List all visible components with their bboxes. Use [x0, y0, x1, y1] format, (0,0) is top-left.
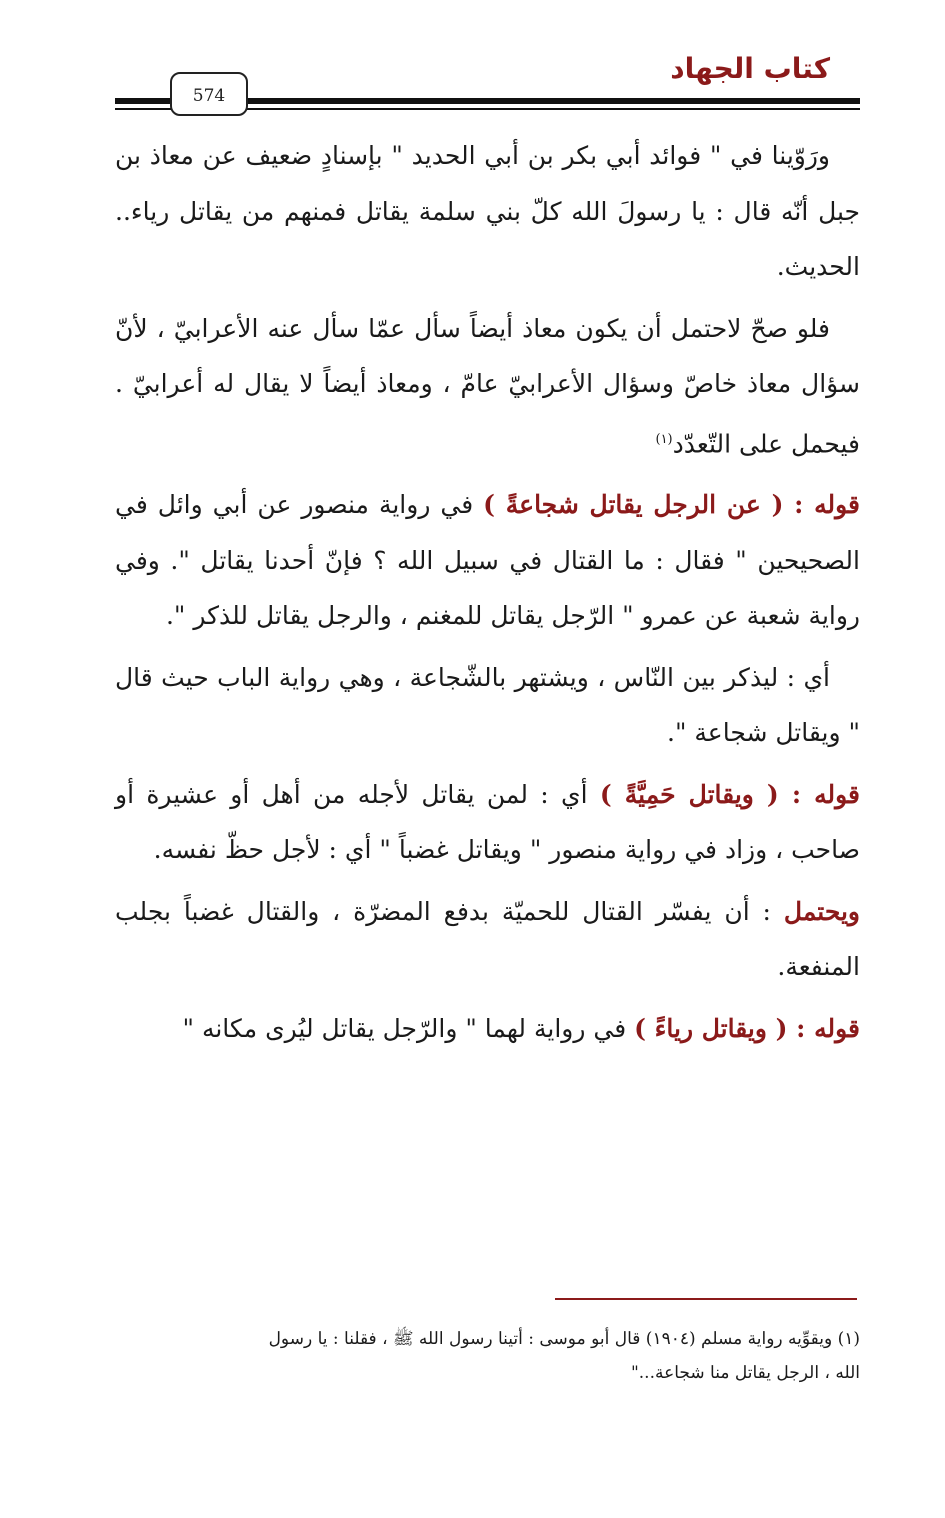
paragraph: [115, 477, 860, 644]
paragraph: [115, 128, 860, 295]
paragraph-text: ورَوّينا في " فوائد أبي بكر بن أبي الحديد " بإسنادٍ ضعيف عن معاذ بن جبل أنّه قال : يا رسولَ الله كلّ بني سلمة يقاتل فمنهم من يقاتل رياء.. الحديث.: [115, 141, 860, 281]
footnote-divider: [555, 1298, 857, 1300]
page-header: [0, 0, 945, 125]
paragraph-text: : أن يفسّر القتال للحميّة بدفع المضرّة ، والقتال غضباً بجلب المنفعة.: [115, 896, 860, 982]
footnote: [115, 1322, 860, 1390]
paragraph-text: في رواية لهما " والرّجل يقاتل ليُرى مكانه ": [182, 1013, 635, 1043]
paragraph: [115, 767, 860, 878]
footnote-line: الله ، الرجل يقاتل منا شجاعة...": [630, 1363, 860, 1383]
paragraph-lead: قوله : ( عن الرجل يقاتل شجاعةً ): [483, 490, 861, 520]
main-text: [115, 128, 860, 1062]
footnote-reference: (١): [655, 431, 673, 447]
paragraph: [115, 884, 860, 995]
paragraph: [115, 650, 860, 761]
footnote-line: (١) ويقوِّيه رواية مسلم (١٩٠٤) قال أبو موسى : أتينا رسول الله ﷺ ، فقلنا : يا رسول: [268, 1329, 860, 1349]
paragraph: [115, 301, 860, 472]
paragraph-text: أي : لمن يقاتل لأجله من أهل أو عشيرة أو صاحب ، وزاد في رواية منصور " ويقاتل غضباً " أي : لأجل حظّ نفسه.: [115, 779, 860, 865]
page-number-badge: 574: [170, 72, 248, 116]
paragraph-lead: ويحتمل: [783, 896, 860, 926]
paragraph-text: فلو صحّ لاحتمل أن يكون معاذ أيضاً سأل عمّا سأل عنه الأعرابيّ ، لأنّ سؤال معاذ خاصّ وسؤال الأعرابيّ عامّ ، ومعاذ أيضاً لا يقال له أعرابيّ . فيحمل على التّعدّد: [115, 313, 860, 458]
paragraph-lead: قوله : ( ويقاتل رياءً ): [634, 1013, 860, 1043]
paragraph-text: في رواية منصور عن أبي وائل في الصحيحين " فقال : ما القتال في سبيل الله ؟ فإنّ أحدنا يقاتل ". وفي رواية شعبة عن عمرو " الرّجل يقاتل للمغنم ، والرجل يقاتل للذكر ".: [115, 490, 860, 631]
paragraph: [115, 1001, 860, 1057]
book-title: كتاب الجهاد: [670, 52, 830, 85]
paragraph-text: أي : ليذكر بين النّاس ، ويشتهر بالشّجاعة ، وهي رواية الباب حيث قال " ويقاتل شجاعة ".: [115, 662, 860, 748]
paragraph-lead: قوله : ( ويقاتل حَمِيَّةً ): [599, 779, 860, 809]
